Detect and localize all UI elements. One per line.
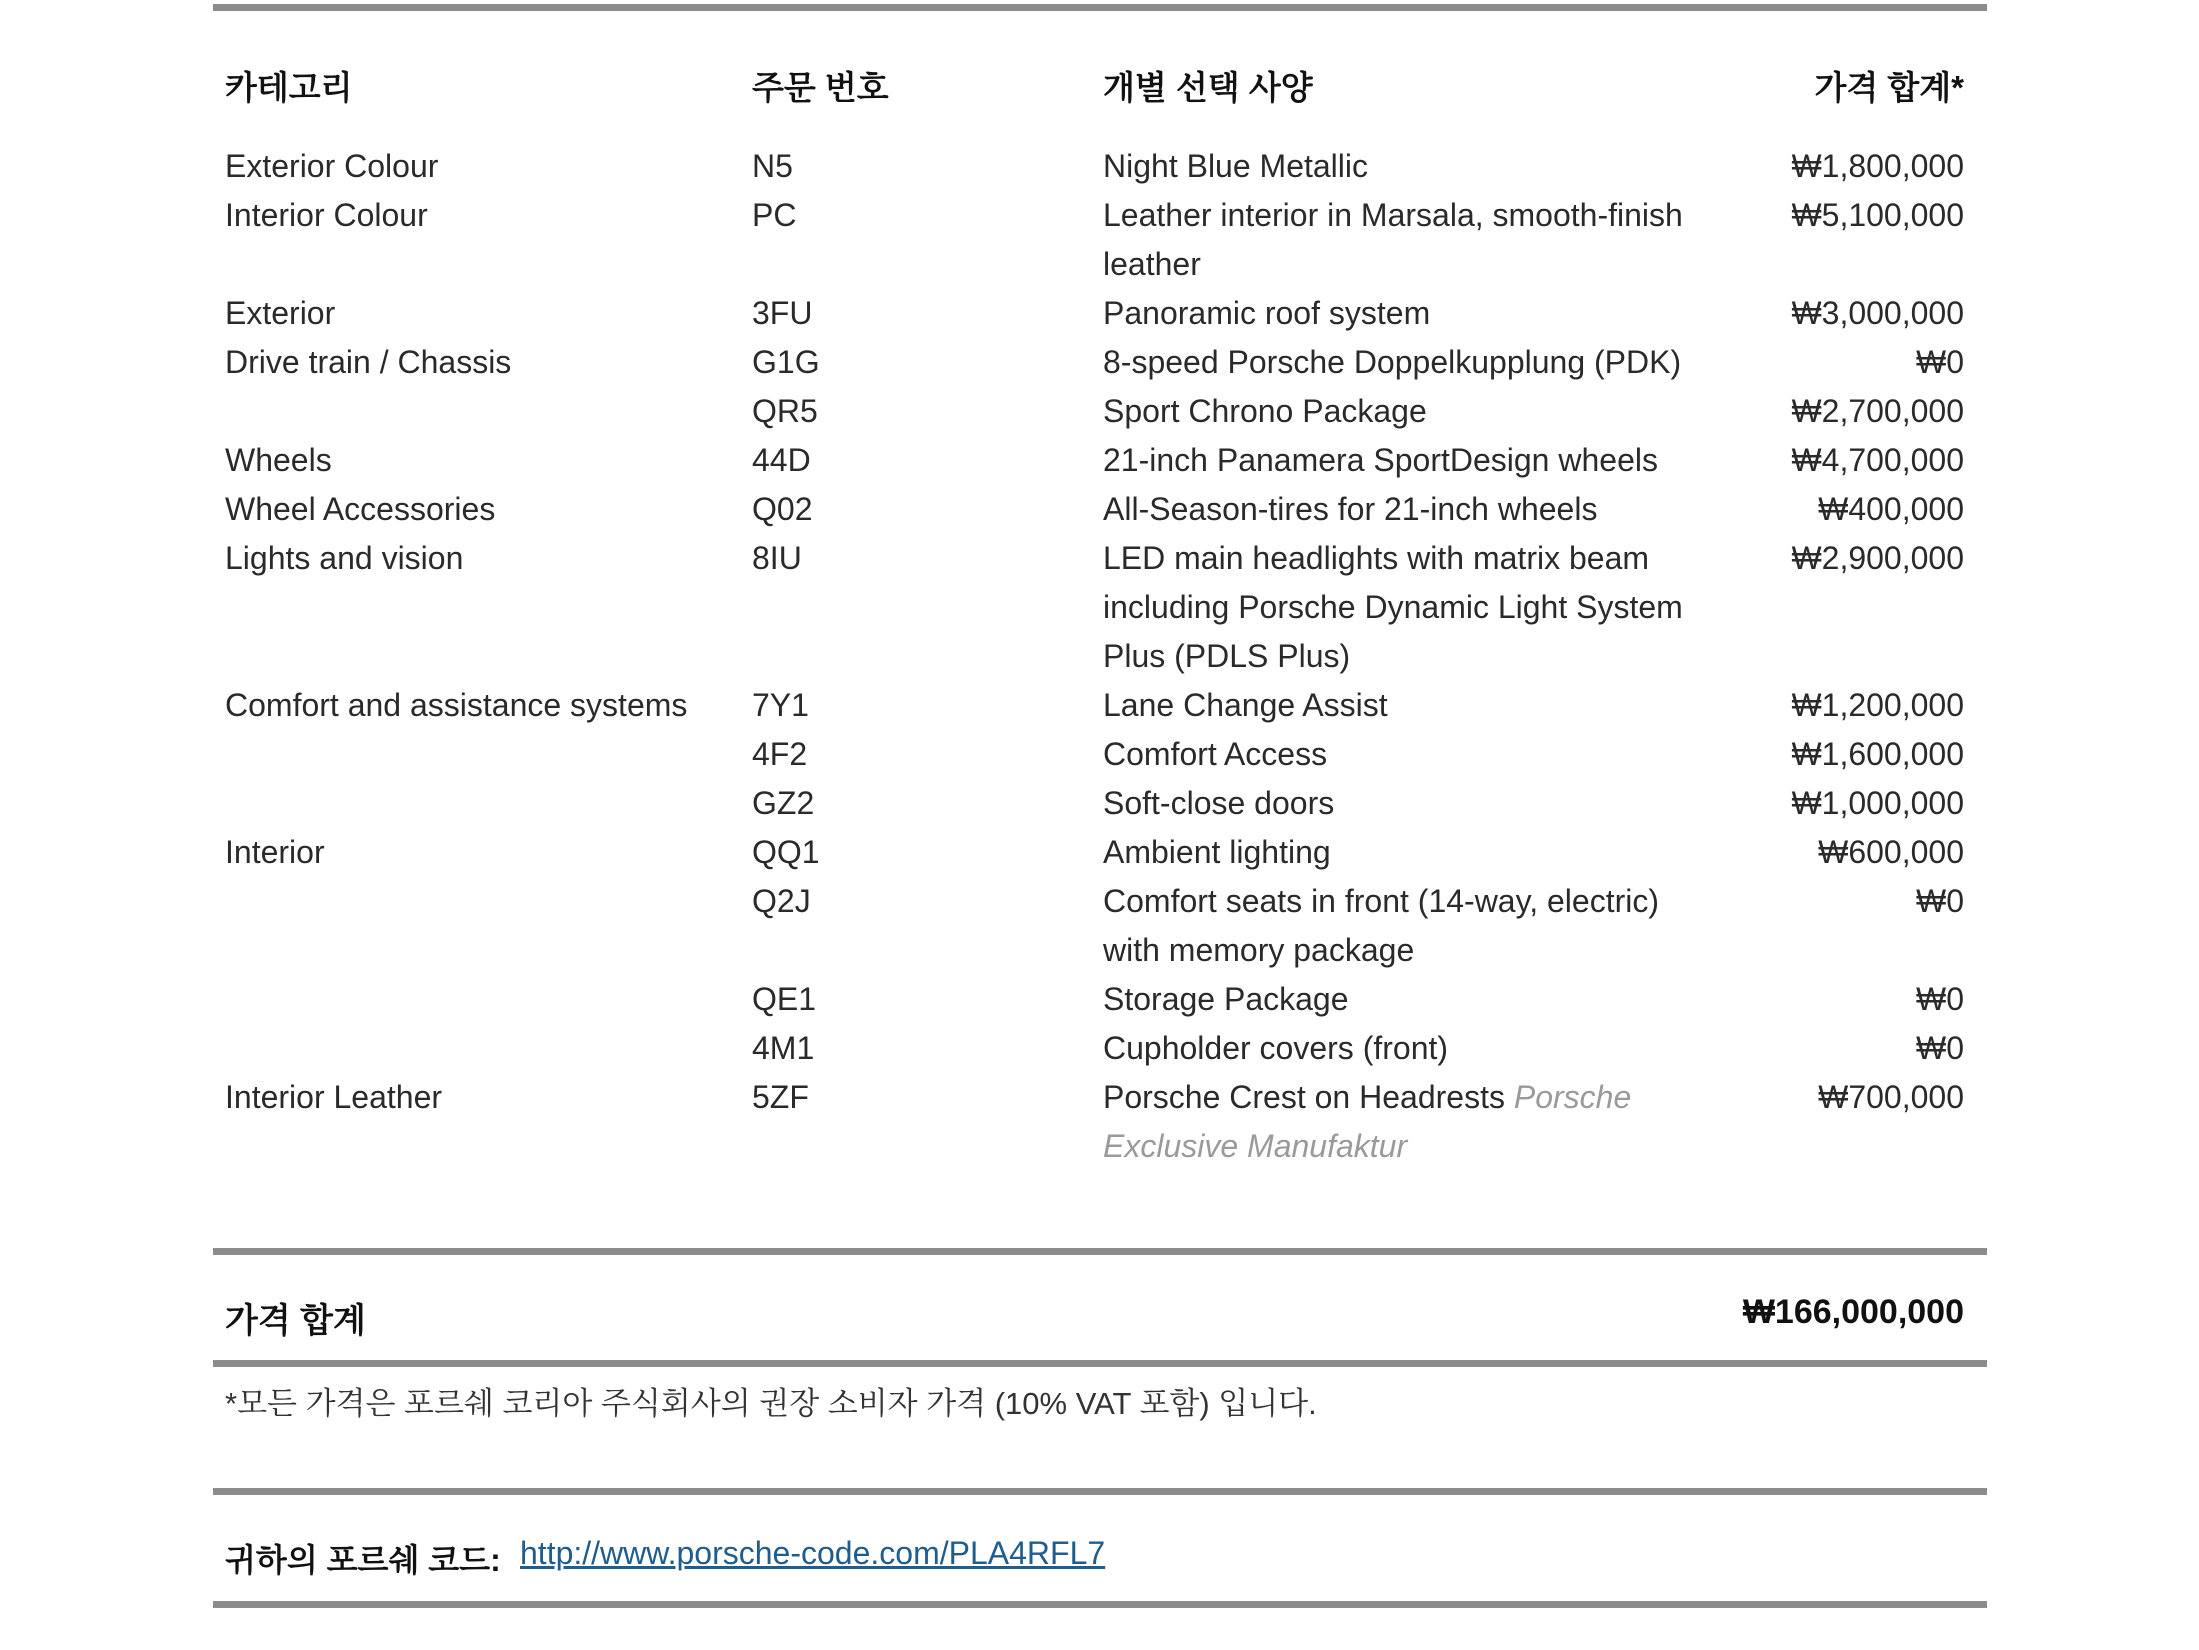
table-row xyxy=(0,485,2199,534)
row-price: ₩1,800,000 xyxy=(1791,148,1964,184)
row-price: ₩700,000 xyxy=(1818,1079,1964,1115)
row-order-code: Q02 xyxy=(752,491,813,527)
row-option xyxy=(1103,779,1683,828)
row-price: ₩2,900,000 xyxy=(1791,540,1964,576)
table-row xyxy=(0,338,2199,387)
row-option xyxy=(1103,191,1683,289)
row-option-text: 21-inch Panamera SportDesign wheels xyxy=(1103,442,1658,478)
row-price: ₩5,100,000 xyxy=(1791,197,1964,233)
row-category: Comfort and assistance systems xyxy=(225,687,688,723)
row-price: ₩2,700,000 xyxy=(1791,393,1964,429)
row-option-text: LED main headlights with matrix beam including Porsche Dynamic Light System Plus (PDLS Plus) xyxy=(1103,540,1683,674)
row-option xyxy=(1103,975,1683,1024)
header-price-total: 가격 합계* xyxy=(1814,69,1964,106)
row-category: Interior Leather xyxy=(225,1079,443,1115)
table-row xyxy=(0,387,2199,436)
row-order-code: 44D xyxy=(752,442,811,478)
row-option-text: Panoramic roof system xyxy=(1103,295,1431,331)
row-order-code: QE1 xyxy=(752,981,817,1017)
row-price: ₩4,700,000 xyxy=(1791,442,1964,478)
row-option xyxy=(1103,1024,1683,1073)
header-order-code: 주문 번호 xyxy=(752,69,889,106)
row-category: Drive train / Chassis xyxy=(225,344,512,380)
row-order-code: Q2J xyxy=(752,883,811,919)
row-option-text: Sport Chrono Package xyxy=(1103,393,1427,429)
row-order-code: PC xyxy=(752,197,797,233)
code-divider-bottom xyxy=(213,1601,1987,1608)
row-option-text: Comfort Access xyxy=(1103,736,1328,772)
row-price: ₩600,000 xyxy=(1818,834,1964,870)
total-value: ₩166,000,000 xyxy=(1742,1293,1964,1331)
row-option-text: Night Blue Metallic xyxy=(1103,148,1368,184)
row-price: ₩0 xyxy=(1916,344,1964,380)
header-category: 카테고리 xyxy=(225,69,353,106)
row-option xyxy=(1103,387,1683,436)
top-divider xyxy=(213,4,1987,11)
table-row xyxy=(0,534,2199,681)
table-row xyxy=(0,779,2199,828)
row-order-code: 4M1 xyxy=(752,1030,815,1066)
row-option xyxy=(1103,338,1683,387)
row-option xyxy=(1103,485,1683,534)
table-row xyxy=(0,289,2199,338)
row-category: Exterior xyxy=(225,295,336,331)
row-order-code: QQ1 xyxy=(752,834,820,870)
row-category: Wheels xyxy=(225,442,332,478)
row-order-code: GZ2 xyxy=(752,785,815,821)
row-category: Lights and vision xyxy=(225,540,464,576)
table-row xyxy=(0,681,2199,730)
row-price: ₩0 xyxy=(1916,981,1964,1017)
header-option: 개별 선택 사양 xyxy=(1103,69,1313,106)
price-footnote: *모든 가격은 포르쉐 코리아 주식회사의 권장 소비자 가격 (10% VAT 포함) 입니다. xyxy=(225,1386,1317,1421)
row-price: ₩1,600,000 xyxy=(1791,736,1964,772)
code-divider-top xyxy=(213,1488,1987,1495)
row-option-text: Ambient lighting xyxy=(1103,834,1331,870)
row-option xyxy=(1103,730,1683,779)
row-option-text: 8-speed Porsche Doppelkupplung (PDK) xyxy=(1103,344,1682,380)
row-category: Interior xyxy=(225,834,325,870)
row-option xyxy=(1103,828,1683,877)
row-price: ₩1,000,000 xyxy=(1791,785,1964,821)
porsche-code-link[interactable]: http://www.porsche-code.com/PLA4RFL7 xyxy=(520,1535,1106,1571)
row-order-code: 3FU xyxy=(752,295,813,331)
row-option xyxy=(1103,534,1683,681)
table-row xyxy=(0,828,2199,877)
row-price: ₩0 xyxy=(1916,883,1964,919)
row-price: ₩400,000 xyxy=(1818,491,1964,527)
row-order-code: 7Y1 xyxy=(752,687,809,723)
row-option-text: Soft-close doors xyxy=(1103,785,1335,821)
row-price: ₩1,200,000 xyxy=(1791,687,1964,723)
row-option xyxy=(1103,289,1683,338)
row-order-code: G1G xyxy=(752,344,820,380)
total-divider-top xyxy=(213,1248,1987,1255)
total-label: 가격 합계 xyxy=(225,1302,366,1340)
row-option-text: Porsche Crest on Headrests xyxy=(1103,1079,1505,1115)
row-category: Wheel Accessories xyxy=(225,491,496,527)
table-row xyxy=(0,1073,2199,1171)
row-option-text: Leather interior in Marsala, smooth-finish leather xyxy=(1103,197,1683,282)
table-row xyxy=(0,191,2199,289)
row-option-text: Lane Change Assist xyxy=(1103,687,1388,723)
row-option-note: Porsche Exclusive Manufaktur xyxy=(1103,1079,1632,1164)
row-price: ₩0 xyxy=(1916,1030,1964,1066)
row-option xyxy=(1103,681,1683,730)
table-row xyxy=(0,877,2199,975)
row-order-code: 5ZF xyxy=(752,1079,809,1115)
row-category: Interior Colour xyxy=(225,197,428,233)
table-row xyxy=(0,730,2199,779)
table-row xyxy=(0,142,2199,191)
row-option xyxy=(1103,877,1683,975)
table-row xyxy=(0,436,2199,485)
row-option-text: Cupholder covers (front) xyxy=(1103,1030,1449,1066)
table-row xyxy=(0,1024,2199,1073)
row-option xyxy=(1103,142,1683,191)
row-order-code: N5 xyxy=(752,148,793,184)
row-price: ₩3,000,000 xyxy=(1791,295,1964,331)
row-order-code: 8IU xyxy=(752,540,802,576)
row-option xyxy=(1103,436,1683,485)
table-row xyxy=(0,975,2199,1024)
row-option-text: Comfort seats in front (14-way, electric) with memory package xyxy=(1103,883,1660,968)
row-order-code: 4F2 xyxy=(752,736,808,772)
row-option-text: All-Season-tires for 21-inch wheels xyxy=(1103,491,1598,527)
porsche-code-label: 귀하의 포르쉐 코드: xyxy=(225,1542,501,1578)
total-divider-bottom xyxy=(213,1360,1987,1367)
options-table xyxy=(0,142,2199,1171)
row-order-code: QR5 xyxy=(752,393,818,429)
row-option-text: Storage Package xyxy=(1103,981,1349,1017)
row-category: Exterior Colour xyxy=(225,148,439,184)
row-option xyxy=(1103,1073,1683,1171)
